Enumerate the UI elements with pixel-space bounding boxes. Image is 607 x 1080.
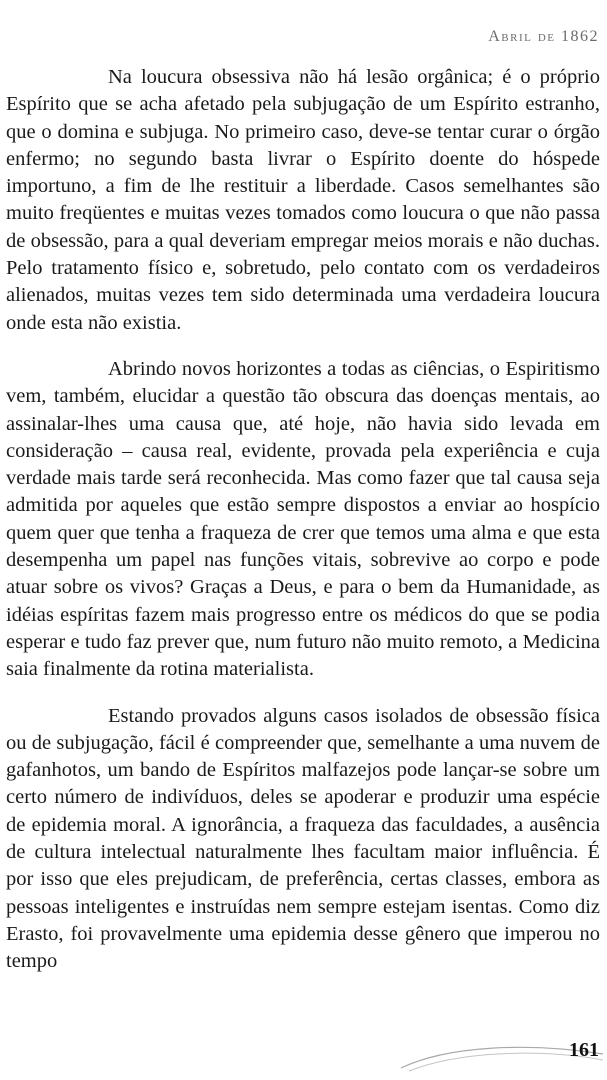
body-text [6, 64, 600, 976]
paragraph: Estando provados alguns casos isolados de obsessão física ou de subjugação, fácil é compreender que, semelhante a uma nuvem de gafanhotos, um bando de Espíritos malfazejos pode lançar-se sobre um certo número de indivíduos, deles se apoderar e produzir uma espécie de epidemia moral. A ignorância, a fraqueza das faculdades, a ausência de cultura intelectual naturalmente lhes facultam maior influência. É por isso que eles prejudicam, de preferência, certas classes, embora as pessoas inteligentes e instruídas nem sempre estejam isentas. Como diz Erasto, foi provavelmente uma epidemia desse gênero que imperou no tempo [6, 704, 600, 973]
running-head: Abril de 1862 [488, 28, 599, 45]
page-number: 161 [569, 1039, 599, 1061]
paragraph: Abrindo novos horizontes a todas as ciências, o Espiritismo vem, também, elucidar a questão tão obscura das doenças mentais, ao assinalar-lhes uma causa que, até hoje, não havia sido levada em consideração – causa real, evidente, provada pela experiência e cuja verdade mais tarde será reconhecida. Mas como fazer que tal causa seja admitida por aqueles que estão sempre dispostos a enviar ao hospício quem quer que tenha a fraqueza de crer que temos uma alma e que esta desempenha um papel nas funções vitais, sobrevive ao corpo e pode atuar sobre os vivos? Graças a Deus, e para o bem da Humanidade, as idéias espíritas fazem mais progresso entre os médicos do que se podia esperar e tudo faz prever que, num futuro não muito remoto, a Medicina saia finalmente da rotina materialista. [6, 357, 600, 681]
paragraph: Na loucura obsessiva não há lesão orgânica; é o próprio Espírito que se acha afetado pela subjugação de um Espírito estranho, que o domina e subjuga. No primeiro caso, deve-se tentar curar o órgão enfermo; no segundo basta livrar o Espírito doente do hóspede importuno, a fim de lhe restituir a liberdade. Casos semelhantes são muito freqüentes e muitas vezes tomados como loucura o que não passa de obsessão, para a qual deveriam empregar meios morais e não duchas. Pelo tratamento físico e, sobretudo, pelo contato com os verdadeiros alienados, muitas vezes tem sido determinada uma verdadeira loucura onde esta não existia. [6, 66, 600, 334]
